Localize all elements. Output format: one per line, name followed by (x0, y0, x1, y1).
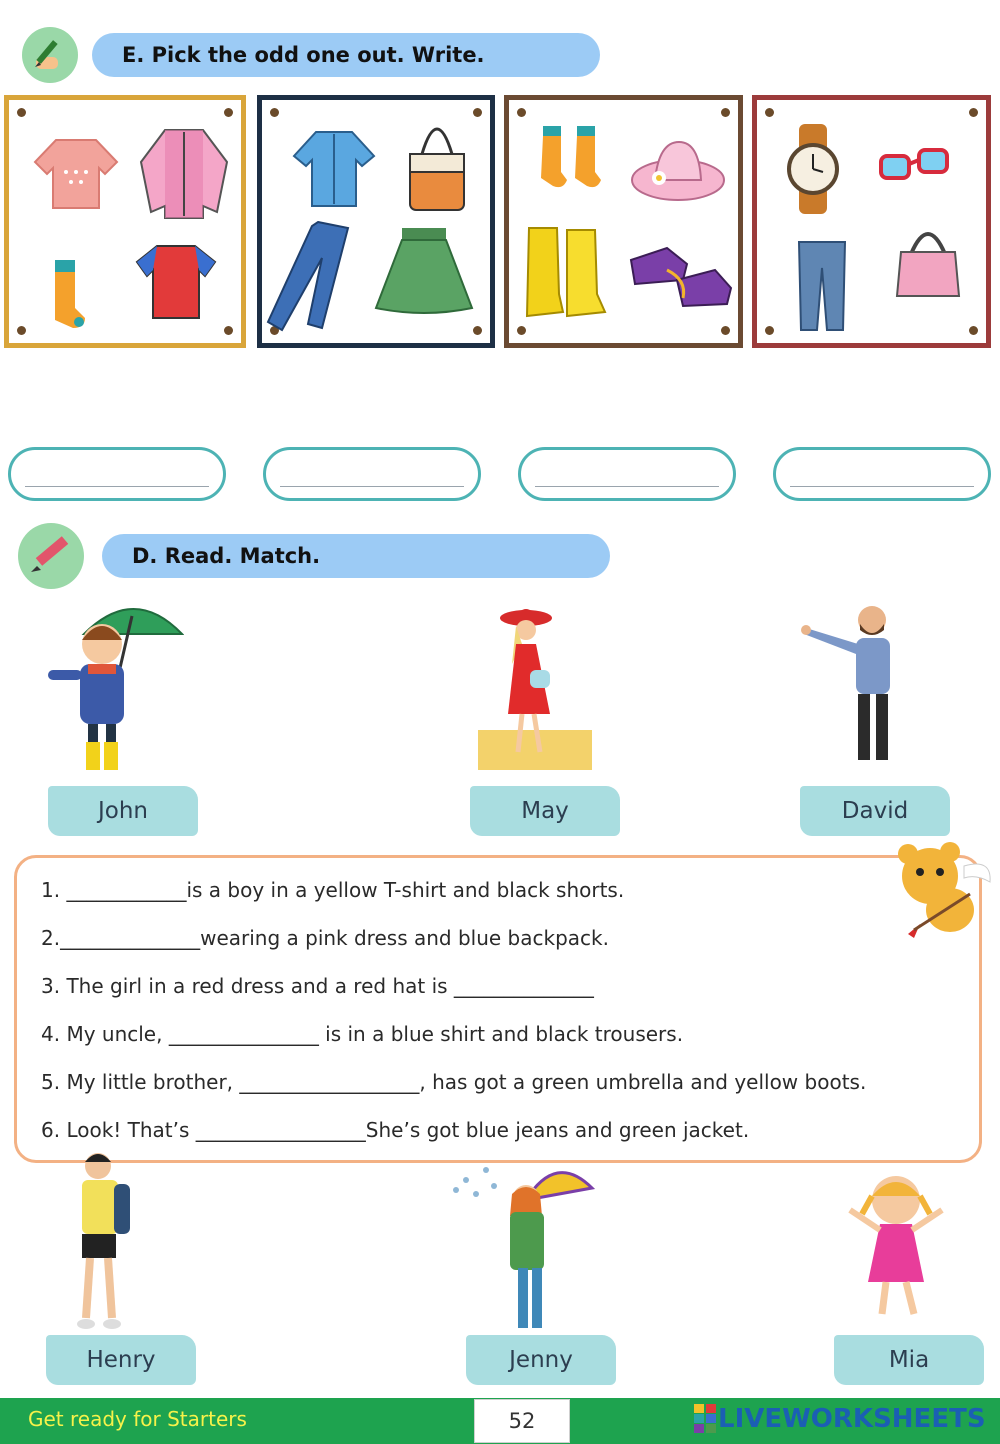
sentences-box (14, 855, 982, 1163)
name-tag-henry: Henry (46, 1335, 196, 1385)
sentence-3[interactable]: 3. The girl in a red dress and a red hat is ______________ (41, 974, 594, 998)
sentence-5[interactable]: 5. My little brother, __________________, has got a green umbrella and yellow boots. (41, 1070, 867, 1094)
jeans-icon (262, 218, 360, 334)
boots-icon (519, 222, 611, 322)
pencil-hand-icon (22, 27, 78, 83)
sentence-2[interactable]: 2.______________wearing a pink dress and blue backpack. (41, 926, 609, 950)
liveworksheets-text: LIVEWORKSHEETS (718, 1404, 986, 1434)
may-figure (478, 604, 594, 770)
t-shirt-icon (133, 240, 219, 324)
odd-one-out-frame-1 (4, 95, 246, 348)
sentence-6[interactable]: 6. Look! That’s _________________She’s got blue jeans and green jacket. (41, 1118, 750, 1142)
answer-input-2[interactable] (263, 447, 481, 501)
answer-input-1[interactable] (8, 447, 226, 501)
page-number: 52 (474, 1399, 570, 1443)
odd-one-out-frame-2 (257, 95, 495, 348)
sentence-1[interactable]: 1. ____________is a boy in a yellow T-shirt and black shorts. (41, 878, 625, 902)
jeans-icon (795, 238, 849, 332)
henry-figure (64, 1148, 144, 1334)
glasses-icon (877, 146, 951, 192)
sweater-icon (31, 132, 121, 212)
name-tag-david: David (800, 786, 950, 836)
socks-icon (533, 124, 609, 196)
footer-title: Get ready for Starters (28, 1407, 247, 1431)
hat-icon (629, 136, 727, 208)
name-tag-john: John (48, 786, 198, 836)
sentence-4[interactable]: 4. My uncle, _______________ is in a blue shirt and black trousers. (41, 1022, 684, 1046)
name-tag-may: May (470, 786, 620, 836)
pencil-icon (18, 523, 84, 589)
odd-one-out-frame-4 (752, 95, 991, 348)
odd-one-out-frame-3 (504, 95, 743, 348)
answer-input-4[interactable] (773, 447, 991, 501)
shirt-icon (290, 126, 378, 212)
jenny-figure (446, 1160, 596, 1336)
cupid-bear-icon (890, 838, 994, 942)
section-d-title: D. Read. Match. (102, 534, 610, 578)
watch-icon (783, 122, 843, 216)
section-d-header (18, 523, 610, 589)
skirt-icon (372, 224, 476, 318)
section-e-header (22, 27, 600, 83)
name-tag-jenny: Jenny (466, 1335, 616, 1385)
answer-input-3[interactable] (518, 447, 736, 501)
handbag-icon (893, 220, 963, 300)
mia-figure (844, 1170, 948, 1322)
liveworksheets-logo-icon (694, 1404, 716, 1434)
footer-bar (0, 1398, 1000, 1444)
david-figure (800, 600, 904, 770)
section-e-title: E. Pick the odd one out. Write. (92, 33, 600, 77)
jacket-icon (137, 122, 231, 222)
john-figure (44, 594, 184, 774)
sock-icon (41, 258, 91, 330)
name-tag-mia: Mia (834, 1335, 984, 1385)
liveworksheets-logo (694, 1404, 986, 1434)
shoes-icon (627, 240, 735, 312)
bag-icon (402, 114, 472, 214)
